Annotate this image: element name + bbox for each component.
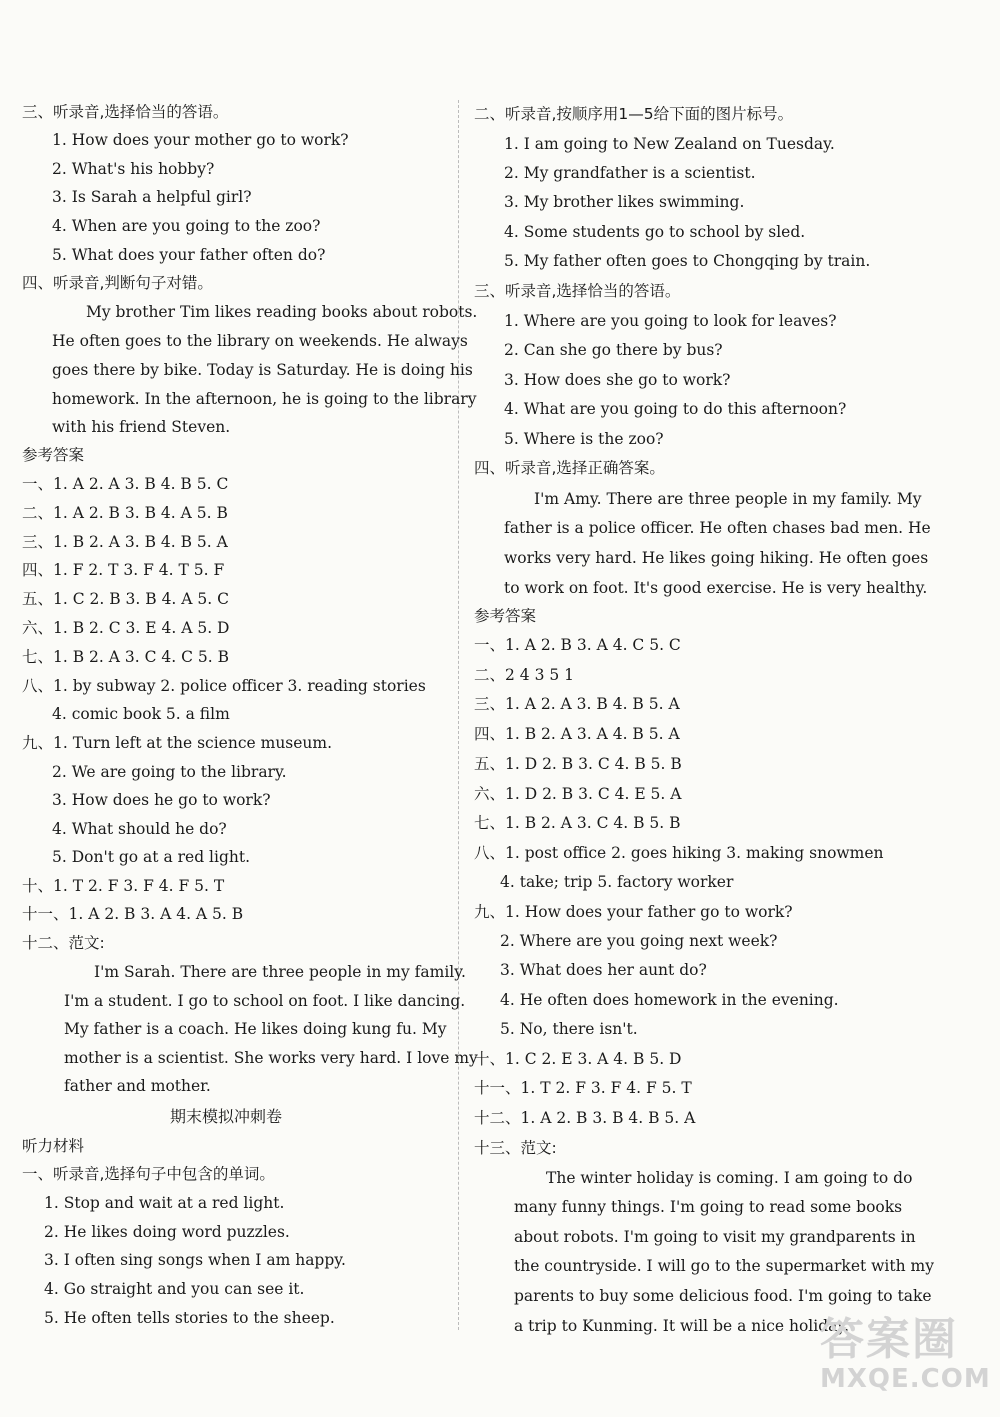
answer-line: 4. He often does homework in the evening. [500, 991, 839, 1009]
answer-line: 一、1. A 2. A 3. B 4. B 5. C [22, 475, 229, 493]
answer-line: 十一、1. A 2. B 3. A 4. A 5. B [22, 905, 244, 923]
list-item: 1. Stop and wait at a red light. [44, 1194, 285, 1212]
section-heading: 四、听录音,选择正确答案。 [474, 459, 665, 477]
answer-line: 4. comic book 5. a film [52, 705, 230, 723]
answer-line: 八、1. post office 2. goes hiking 3. making snowmen [474, 844, 884, 862]
answer-line: 四、1. F 2. T 3. F 4. T 5. F [22, 561, 225, 579]
answer-line: 2. We are going to the library. [52, 763, 287, 781]
list-item: 4. Go straight and you can see it. [44, 1280, 305, 1298]
answer-line: 一、1. A 2. B 3. A 4. C 5. C [474, 636, 681, 654]
answers-heading: 参考答案 [22, 446, 85, 464]
section-heading: 一、听录音,选择句子中包含的单词。 [22, 1165, 275, 1183]
essay-line: father and mother. [64, 1077, 211, 1095]
answer-line: 十二、范文: [22, 934, 105, 952]
answer-line: 九、1. Turn left at the science museum. [22, 734, 333, 752]
passage-line: He often goes to the library on weekends. He always [52, 332, 468, 350]
answer-line: 六、1. D 2. B 3. C 4. E 5. A [474, 785, 682, 803]
list-item: 3. How does she go to work? [504, 371, 731, 389]
list-item: 5. Where is the zoo? [504, 430, 664, 448]
essay-line: about robots. I'm going to visit my grandparents in [514, 1228, 916, 1246]
watermark-url: MXQE.COM [820, 1364, 991, 1394]
passage-line: I'm Amy. There are three people in my family. My [534, 490, 922, 508]
section-heading: 三、听录音,选择恰当的答语。 [22, 103, 229, 121]
answer-line: 三、1. B 2. A 3. B 4. B 5. A [22, 533, 228, 551]
answer-line: 3. What does her aunt do? [500, 961, 707, 979]
answer-line: 十、1. C 2. E 3. A 4. B 5. D [474, 1050, 682, 1068]
essay-line: many funny things. I'm going to read some books [514, 1198, 903, 1216]
answer-line: 4. What should he do? [52, 820, 227, 838]
list-item: 1. I am going to New Zealand on Tuesday. [504, 135, 835, 153]
passage-line: homework. In the afternoon, he is going to the library [52, 390, 477, 408]
list-item: 3. I often sing songs when I am happy. [44, 1251, 346, 1269]
watermark-logo [820, 1314, 991, 1394]
passage-line: My brother Tim likes reading books about robots. [86, 303, 478, 321]
essay-line: mother is a scientist. She works very hard. I love my [64, 1049, 478, 1067]
answer-line: 五、1. C 2. B 3. B 4. A 5. C [22, 590, 229, 608]
list-item: 2. My grandfather is a scientist. [504, 164, 756, 182]
answer-line: 3. How does he go to work? [52, 791, 271, 809]
list-item: 4. Some students go to school by sled. [504, 223, 806, 241]
passage-line: with his friend Steven. [52, 418, 231, 436]
answers-heading: 参考答案 [474, 607, 537, 625]
section-heading: 三、听录音,选择恰当的答语。 [474, 282, 681, 300]
listening-heading: 听力材料 [22, 1137, 85, 1155]
essay-line: My father is a coach. He likes doing kung fu. My [64, 1020, 447, 1038]
list-item: 3. My brother likes swimming. [504, 193, 745, 211]
passage-line: to work on foot. It's good exercise. He is very healthy. [504, 579, 928, 597]
essay-line: I'm Sarah. There are three people in my family. [94, 963, 466, 981]
list-item: 4. When are you going to the zoo? [52, 217, 321, 235]
section-heading: 四、听录音,判断句子对错。 [22, 274, 213, 292]
column-divider [458, 100, 459, 1330]
answer-line: 七、1. B 2. A 3. C 4. C 5. B [22, 648, 229, 666]
essay-line: the countryside. I will go to the supermarket with my [514, 1257, 934, 1275]
essay-line: I'm a student. I go to school on foot. I like dancing. [64, 992, 466, 1010]
list-item: 2. Can she go there by bus? [504, 341, 723, 359]
list-item: 3. Is Sarah a helpful girl? [52, 188, 252, 206]
answer-line: 2. Where are you going next week? [500, 932, 778, 950]
passage-line: works very hard. He likes going hiking. He often goes [504, 549, 929, 567]
essay-line: parents to buy some delicious food. I'm going to take [514, 1287, 932, 1305]
answer-line: 四、1. B 2. A 3. A 4. B 5. A [474, 725, 680, 743]
list-item: 5. What does your father often do? [52, 246, 326, 264]
list-item: 5. My father often goes to Chongqing by train. [504, 252, 871, 270]
answer-line: 七、1. B 2. A 3. C 4. B 5. B [474, 814, 681, 832]
list-item: 2. What's his hobby? [52, 160, 215, 178]
answer-line: 六、1. B 2. C 3. E 4. A 5. D [22, 619, 230, 637]
answer-line: 九、1. How does your father go to work? [474, 903, 793, 921]
passage-line: goes there by bike. Today is Saturday. He is doing his [52, 361, 473, 379]
list-item: 5. He often tells stories to the sheep. [44, 1309, 335, 1327]
answer-line: 十二、1. A 2. B 3. B 4. B 5. A [474, 1109, 696, 1127]
exam-title: 期末模拟冲刺卷 [170, 1107, 283, 1126]
answer-line: 八、1. by subway 2. police officer 3. reading stories [22, 677, 426, 695]
list-item: 1. How does your mother go to work? [52, 131, 349, 149]
answer-line: 5. Don't go at a red light. [52, 848, 251, 866]
list-item: 2. He likes doing word puzzles. [44, 1223, 290, 1241]
answer-line: 5. No, there isn't. [500, 1020, 638, 1038]
essay-line: a trip to Kunming. It will be a nice holiday. [514, 1317, 849, 1335]
essay-line: The winter holiday is coming. I am going to do [546, 1169, 913, 1187]
answer-line: 五、1. D 2. B 3. C 4. B 5. B [474, 755, 682, 773]
answer-line: 十三、范文: [474, 1139, 557, 1157]
watermark-text: 答案圈 [820, 1314, 958, 1365]
list-item: 1. Where are you going to look for leaves? [504, 312, 837, 330]
answer-line: 二、2 4 3 5 1 [474, 666, 575, 684]
list-item: 4. What are you going to do this afternoon? [504, 400, 847, 418]
answer-line: 十一、1. T 2. F 3. F 4. F 5. T [474, 1079, 692, 1097]
answer-line: 二、1. A 2. B 3. B 4. A 5. B [22, 504, 228, 522]
passage-line: father is a police officer. He often chases bad men. He [504, 519, 931, 537]
answer-line: 4. take; trip 5. factory worker [500, 873, 734, 891]
answer-line: 三、1. A 2. A 3. B 4. B 5. A [474, 695, 680, 713]
answer-line: 十、1. T 2. F 3. F 4. F 5. T [22, 877, 225, 895]
section-heading: 二、听录音,按顺序用1—5给下面的图片标号。 [474, 105, 794, 123]
